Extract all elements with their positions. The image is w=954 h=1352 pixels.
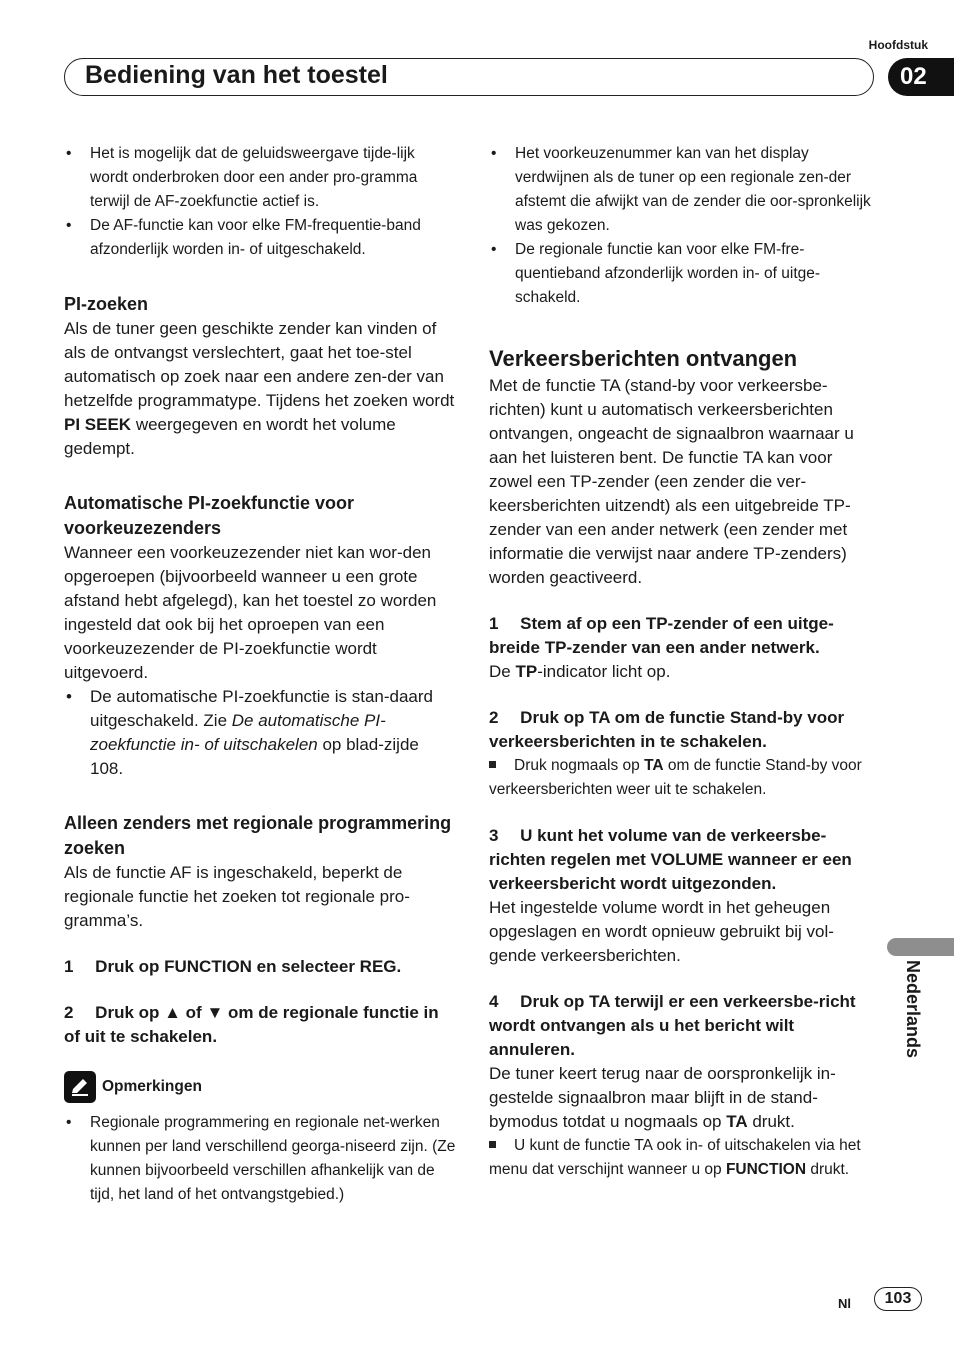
pi-text: Als de tuner geen geschikte zender kan vinden of als de ontvangst verslechtert, gaat het toe-stel automatisch op zoek naar een andere zen-der van hetzelfde programmatype. Tijdens het zoeken wordt PI SEEK weergegeven en wordt het volume gedempt.: [64, 319, 455, 458]
auto-pi-heading: Automatische PI-zoekfunctie voor voorkeuzezenders: [64, 493, 355, 538]
ta-step-1: 1 Stem af op een TP-zender of een uitge-breide TP-zender van een ander netwerk.: [489, 614, 834, 657]
ta-step-3-text: Het ingestelde volume wordt in het geheugen opgeslagen en wordt opnieuw gebruikt bij vol-gende verkeersberichten.: [489, 898, 834, 965]
chapter-number-badge: 02: [888, 58, 954, 96]
regional-text: Als de functie AF is ingeschakeld, beperkt de regionale functie het zoeken tot regionale pro-gramma’s.: [64, 863, 410, 930]
right-top-bullets: [489, 142, 879, 310]
list-item: • Het voorkeuzenummer kan van het display verdwijnen als de tuner op een regionale zen-der afstemt die afwijkt van de zender die oor-spronkelijk was gekozen.: [489, 142, 879, 238]
ta-text: Met de functie TA (stand-by voor verkeersbe-richten) kunt u automatisch verkeersberichten ontvangen, ongeacht de signaalbron waarnaar u aan het luisteren bent. De functie TA kan voor zowel een TP-zender (een zender die ver-keersberichten uitzendt) als een uitgebreide TP-zender van een ander netwerk (een zender met informatie die verwijst naar andere TP-zenders) worden geactiveerd.: [489, 376, 854, 587]
ta-step-1-text: De TP-indicator licht op.: [489, 662, 671, 681]
auto-pi-bullets: [64, 685, 456, 781]
step-1: 1 Druk op FUNCTION en selecteer REG.: [64, 957, 402, 976]
left-top-bullets: [64, 142, 456, 262]
notes-header: [64, 1071, 456, 1103]
notes-bullets: [64, 1111, 456, 1207]
step-2: 2 Druk op ▲ of ▼ om de regionale functie in of uit te schakelen.: [64, 1003, 439, 1046]
notes-heading: Opmerkingen: [102, 1078, 202, 1095]
list-item: • Het is mogelijk dat de geluidsweergave tijde-lijk wordt onderbroken door een ander pro-gramma terwijl de AF-zoekfunctie actief is.: [64, 142, 456, 214]
regional-heading: Alleen zenders met regionale programmering zoeken: [64, 813, 452, 858]
ta-step-3: 3 U kunt het volume van de verkeersbe-richten regelen met VOLUME wanneer er een verkeersbericht wordt uitgezonden.: [489, 826, 852, 893]
ta-step-2: 2 Druk op TA om de functie Stand-by voor verkeersberichten in te schakelen.: [489, 708, 845, 751]
pi-heading: PI-zoeken: [64, 294, 149, 314]
page-title: Bediening van het toestel: [85, 61, 388, 89]
page-title-box: [64, 58, 874, 96]
ta-step-4-text: De tuner keert terug naar de oorspronkelijk in-gestelde signaalbron maar blijft in de stand-bymodus totdat u nogmaals op TA drukt.: [489, 1064, 836, 1131]
right-column: [489, 142, 879, 1182]
page-number: 103: [874, 1287, 922, 1311]
chapter-label: Hoofdstuk: [868, 38, 928, 52]
side-language-label: Nederlands: [903, 960, 923, 1059]
ta-step-4-note: U kunt de functie TA ook in- of uitschakelen via het menu dat verschijnt wanneer u op FUNCTION drukt.: [489, 1137, 861, 1178]
list-item: • Regionale programmering en regionale net-werken kunnen per land verschillend georga-niseerd zijn. (Ze kunnen bijvoorbeeld verschillen afhankelijk van de tijd, het land of het ontvangstgebied.): [64, 1111, 456, 1207]
footer-language: Nl: [838, 1296, 851, 1311]
side-tab: [887, 938, 954, 956]
left-column: [64, 142, 456, 1207]
list-item: • De regionale functie kan voor elke FM-fre-quentieband afzonderlijk worden in- of uitge-schakeld.: [489, 238, 879, 310]
list-item: • De automatische PI-zoekfunctie is stan-daard uitgeschakeld. Zie De automatische PI-zoekfunctie in- of uitschakelen op blad-zijde 108.: [64, 685, 456, 781]
ta-heading: Verkeersberichten ontvangen: [489, 346, 798, 371]
list-item: • De AF-functie kan voor elke FM-frequentie-band afzonderlijk worden in- of uitgeschakeld.: [64, 214, 456, 262]
ta-step-4: 4 Druk op TA terwijl er een verkeersbe-richt wordt ontvangen als u het bericht wilt annuleren.: [489, 992, 856, 1059]
ta-step-2-note: Druk nogmaals op TA om de functie Stand-by voor verkeersberichten weer uit te schakelen.: [489, 757, 862, 798]
auto-pi-text: Wanneer een voorkeuzezender niet kan wor-den opgeroepen (bijvoorbeeld wanneer u een grote afstand hebt afgelegd), kan het toestel zo worden ingesteld dat ook bij het oproepen van een voorkeuzezender de PI-zoekfunctie wordt uitgevoerd.: [64, 543, 437, 682]
pencil-icon: [64, 1071, 96, 1103]
